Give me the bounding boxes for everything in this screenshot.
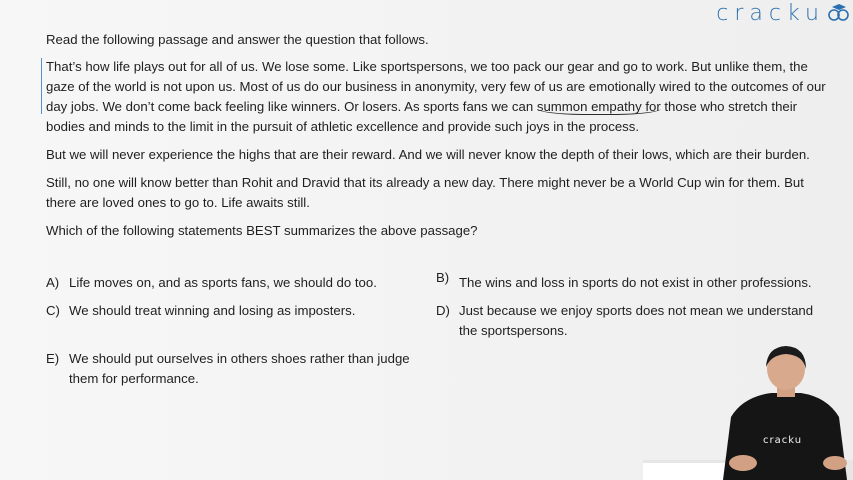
option-letter: C)	[46, 303, 60, 318]
option-letter: D)	[436, 303, 450, 318]
brand-logo-text: cracku	[716, 0, 825, 26]
passage-p1-before: That’s how life plays out for all of us. We lose some. Like sportspersons, we too pack our gear and go to work. But unlike them, the gaze of the world is not upon us. Most of us do our business in anonymity, very few of us are emotionally wired to the outcomes of our day jobs. We don’t come back feeling like winners. Or losers. As sports fans we can	[46, 59, 826, 114]
option-letter: A)	[46, 275, 60, 290]
underlined-phrase: summon empathy for	[536, 99, 661, 114]
option-e[interactable]	[46, 349, 416, 389]
passage-paragraph-1	[46, 57, 826, 137]
option-d[interactable]	[436, 301, 816, 341]
option-b[interactable]	[436, 270, 836, 293]
option-c[interactable]	[46, 301, 406, 321]
passage-block	[46, 30, 826, 249]
option-text: We should put ourselves in others shoes rather than judge them for performance.	[69, 351, 410, 386]
paper-sheet	[643, 463, 733, 480]
presenter-video-overlay	[643, 345, 853, 480]
option-letter: E)	[46, 351, 60, 366]
option-text: We should treat winning and losing as imposters.	[69, 303, 356, 318]
option-letter: B)	[436, 270, 450, 285]
option-text: Just because we enjoy sports does not mean we understand the sportspersons.	[459, 303, 814, 338]
question-text: Which of the following statements BEST summarizes the above passage?	[46, 223, 478, 238]
passage-paragraph-3: Still, no one will know better than Rohit and Dravid that its already a new day. There might never be a World Cup win for them. But there are loved ones to go to. Life awaits still.	[46, 175, 804, 210]
instruction-text: Read the following passage and answer the question that follows.	[46, 32, 429, 47]
option-text: Life moves on, and as sports fans, we should do too.	[69, 275, 377, 290]
presenter-hand-right	[823, 456, 847, 470]
option-text: The wins and loss in sports do not exist in other professions.	[459, 275, 812, 290]
text-cursor-marker	[41, 58, 42, 114]
passage-p1-after: those who stretch their bodies and minds to the limit in the pursuit of athletic excellence and provide such joys in the process.	[46, 99, 798, 134]
shirt-logo-text: cracku	[763, 435, 803, 446]
presenter-hand-left	[729, 455, 757, 471]
graduation-cap-icon	[827, 4, 849, 22]
passage-paragraph-2: But we will never experience the highs that are their reward. And we will never know the depth of their lows, which are their burden.	[46, 147, 810, 162]
option-a[interactable]	[46, 273, 406, 293]
brand-logo	[716, 0, 849, 26]
